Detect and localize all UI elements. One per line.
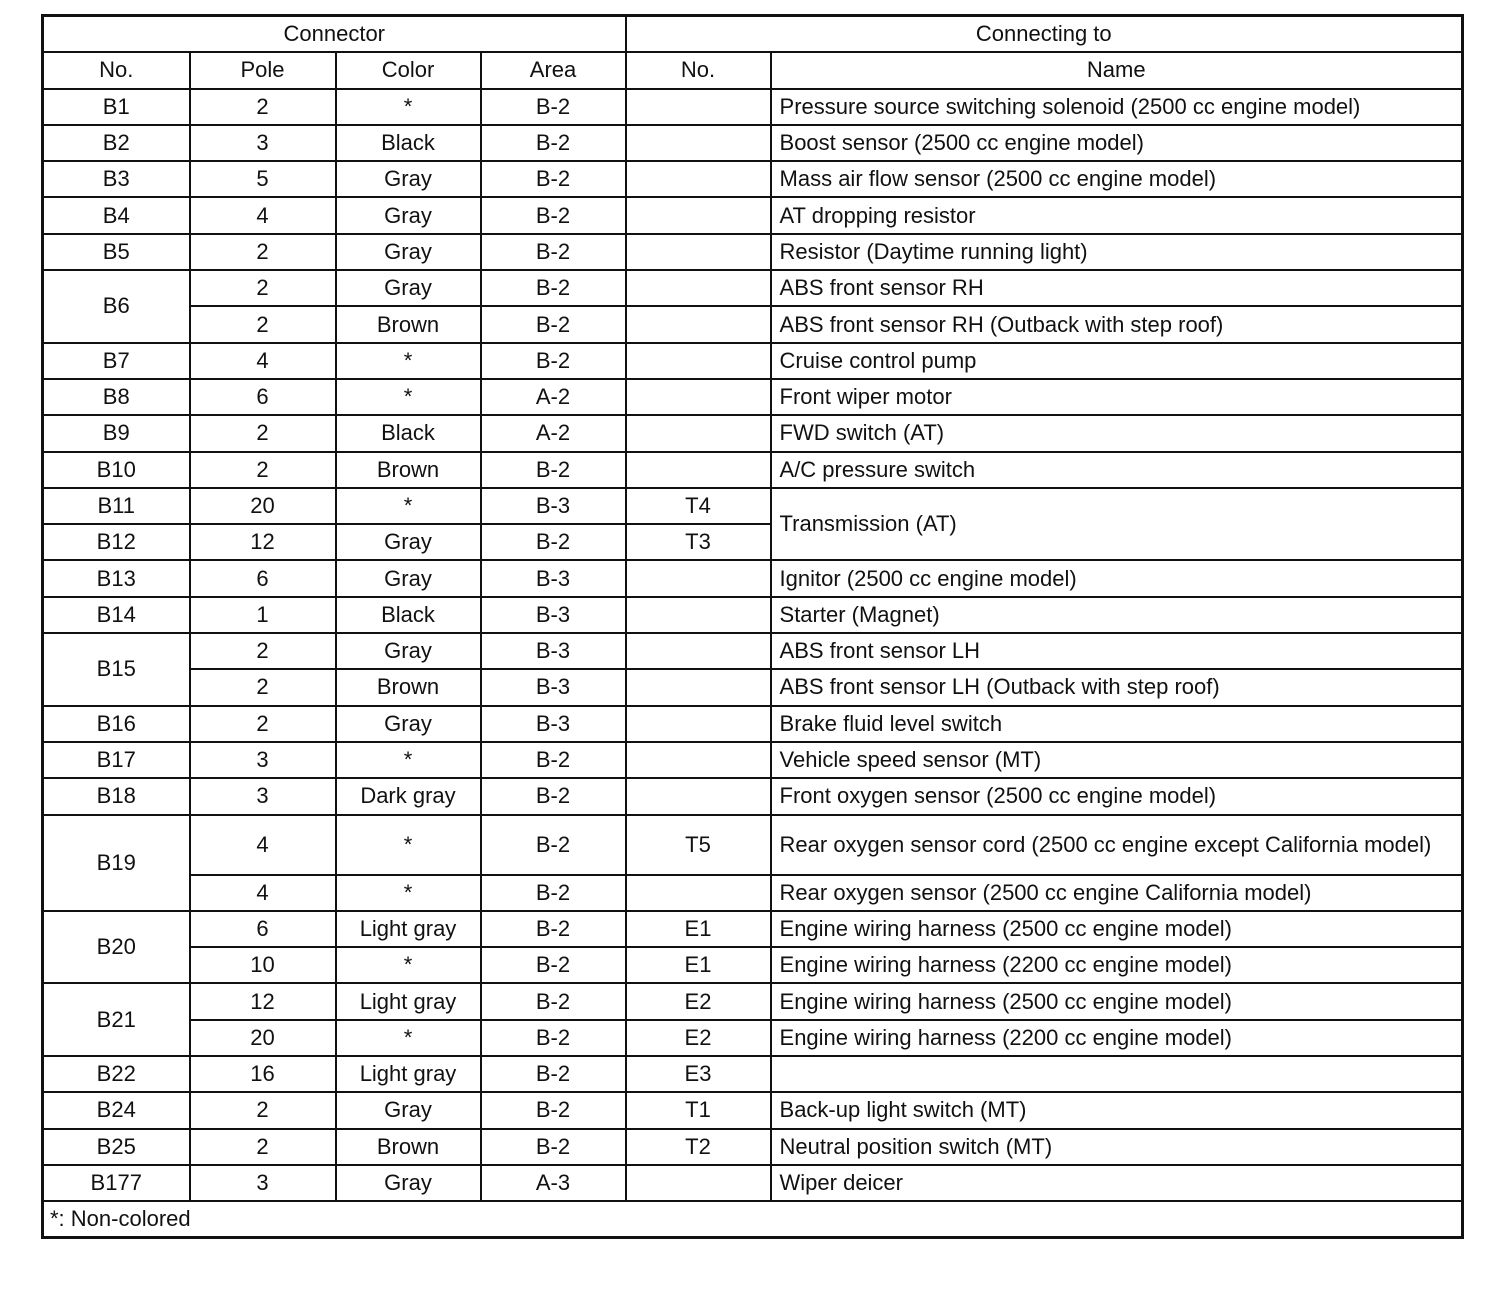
cell-area: B-3 [481,488,626,524]
cell-pole: 2 [190,706,336,742]
table-row [43,947,1463,983]
cell-connector-no: B19 [43,815,190,911]
cell-area: B-2 [481,911,626,947]
cell-pole: 1 [190,597,336,633]
cell-name: Front oxygen sensor (2500 cc engine model) [771,778,1463,814]
table-row [43,488,1463,524]
cell-name: Wiper deicer [771,1165,1463,1201]
cell-connecting-no: T2 [626,1129,771,1165]
table-row [43,911,1463,947]
cell-name: ABS front sensor LH [771,633,1463,669]
table-row [43,560,1463,596]
table-row [43,415,1463,451]
cell-name: FWD switch (AT) [771,415,1463,451]
cell-connecting-no [626,125,771,161]
cell-connecting-no [626,452,771,488]
cell-connecting-no [626,343,771,379]
cell-connector-no: B3 [43,161,190,197]
cell-area: B-3 [481,597,626,633]
cell-connector-no: B21 [43,983,190,1056]
cell-connecting-no [626,161,771,197]
cell-pole: 5 [190,161,336,197]
cell-name: Engine wiring harness (2500 cc engine model) [771,983,1463,1019]
cell-area: B-2 [481,234,626,270]
cell-pole: 2 [190,452,336,488]
cell-connector-no: B16 [43,706,190,742]
connector-table [41,14,1464,1239]
table-row [43,1056,1463,1092]
table-row [43,669,1463,705]
cell-color: Light gray [336,911,481,947]
cell-pole: 4 [190,875,336,911]
table-row [43,89,1463,125]
cell-pole: 4 [190,197,336,233]
cell-name: Mass air flow sensor (2500 cc engine model) [771,161,1463,197]
cell-connector-no: B10 [43,452,190,488]
cell-area: B-2 [481,524,626,560]
header-connector: Connector [43,16,626,53]
cell-color: Gray [336,161,481,197]
cell-name: Front wiper motor [771,379,1463,415]
cell-connector-no: B7 [43,343,190,379]
cell-area: B-2 [481,343,626,379]
cell-area: B-2 [481,815,626,875]
header-pole: Pole [190,52,336,88]
cell-color: * [336,875,481,911]
cell-area: B-2 [481,89,626,125]
cell-connector-no: B17 [43,742,190,778]
table-row [43,1165,1463,1201]
cell-name: Starter (Magnet) [771,597,1463,633]
table-row [43,270,1463,306]
cell-color: * [336,89,481,125]
cell-connector-no: B24 [43,1092,190,1128]
cell-area: B-2 [481,1056,626,1092]
cell-connector-no: B15 [43,633,190,706]
cell-connector-no: B2 [43,125,190,161]
cell-name: Vehicle speed sensor (MT) [771,742,1463,778]
cell-area: B-2 [481,875,626,911]
cell-connecting-no [626,415,771,451]
connector-table-sheet [41,14,1461,1239]
cell-connector-no: B4 [43,197,190,233]
cell-connecting-no [626,875,771,911]
cell-color: Black [336,597,481,633]
cell-color: Gray [336,1092,481,1128]
cell-pole: 2 [190,306,336,342]
cell-name: ABS front sensor LH (Outback with step roof) [771,669,1463,705]
cell-pole: 10 [190,947,336,983]
cell-area: B-2 [481,1020,626,1056]
cell-connecting-no: T4 [626,488,771,524]
table-row [43,706,1463,742]
cell-name: Boost sensor (2500 cc engine model) [771,125,1463,161]
cell-name: Engine wiring harness (2500 cc engine model) [771,911,1463,947]
cell-connecting-no: E2 [626,983,771,1019]
cell-connecting-no [626,270,771,306]
table-row [43,306,1463,342]
cell-connector-no: B1 [43,89,190,125]
table-row [43,1092,1463,1128]
cell-color: Brown [336,1129,481,1165]
cell-name: Resistor (Daytime running light) [771,234,1463,270]
cell-color: Gray [336,234,481,270]
cell-area: B-2 [481,306,626,342]
cell-connecting-no [626,197,771,233]
cell-name: Back-up light switch (MT) [771,1092,1463,1128]
header-row-columns [43,52,1463,88]
cell-connecting-no [626,1165,771,1201]
header-to-no: No. [626,52,771,88]
cell-area: B-2 [481,1092,626,1128]
footnote-row [43,1201,1463,1238]
cell-name: Engine wiring harness (2200 cc engine model) [771,947,1463,983]
cell-connecting-no [626,669,771,705]
cell-color: Gray [336,706,481,742]
cell-connector-no: B5 [43,234,190,270]
cell-connector-no: B18 [43,778,190,814]
cell-area: B-3 [481,560,626,596]
table-row [43,778,1463,814]
cell-connector-no: B13 [43,560,190,596]
cell-connector-no: B22 [43,1056,190,1092]
cell-area: A-2 [481,415,626,451]
table-row [43,815,1463,875]
cell-pole: 16 [190,1056,336,1092]
cell-pole: 3 [190,1165,336,1201]
cell-connecting-no [626,633,771,669]
cell-connecting-no: T1 [626,1092,771,1128]
cell-name: ABS front sensor RH (Outback with step roof) [771,306,1463,342]
cell-connecting-no [626,89,771,125]
cell-pole: 6 [190,560,336,596]
cell-color: Gray [336,560,481,596]
cell-connecting-no [626,742,771,778]
cell-pole: 20 [190,1020,336,1056]
footnote: *: Non-colored [43,1201,1463,1238]
table-row [43,1020,1463,1056]
table-row [43,742,1463,778]
cell-color: Brown [336,452,481,488]
cell-pole: 20 [190,488,336,524]
cell-area: B-2 [481,742,626,778]
cell-connecting-no [626,379,771,415]
cell-pole: 3 [190,125,336,161]
cell-pole: 2 [190,633,336,669]
cell-pole: 12 [190,524,336,560]
table-row [43,1129,1463,1165]
cell-connecting-no [626,778,771,814]
cell-color: Black [336,125,481,161]
header-row-groups [43,16,1463,53]
cell-pole: 2 [190,1129,336,1165]
cell-pole: 3 [190,778,336,814]
cell-name: Ignitor (2500 cc engine model) [771,560,1463,596]
cell-color: Gray [336,1165,481,1201]
header-area: Area [481,52,626,88]
cell-name: Brake fluid level switch [771,706,1463,742]
cell-connector-no: B25 [43,1129,190,1165]
cell-area: B-2 [481,1129,626,1165]
cell-connector-no: B14 [43,597,190,633]
cell-color: Gray [336,633,481,669]
header-color: Color [336,52,481,88]
cell-name: Rear oxygen sensor cord (2500 cc engine except California model) [771,815,1463,875]
cell-area: B-3 [481,706,626,742]
cell-color: Light gray [336,983,481,1019]
cell-color: Black [336,415,481,451]
cell-color: * [336,1020,481,1056]
header-no: No. [43,52,190,88]
cell-color: Light gray [336,1056,481,1092]
table-row [43,983,1463,1019]
header-connecting-to: Connecting to [626,16,1463,53]
cell-pole: 12 [190,983,336,1019]
cell-color: * [336,947,481,983]
cell-pole: 4 [190,343,336,379]
cell-color: * [336,488,481,524]
cell-connecting-no [626,560,771,596]
cell-connecting-no: E2 [626,1020,771,1056]
table-row [43,234,1463,270]
cell-name: A/C pressure switch [771,452,1463,488]
cell-connecting-no: T5 [626,815,771,875]
cell-connecting-no: E1 [626,947,771,983]
cell-connecting-no: T3 [626,524,771,560]
cell-name: ABS front sensor RH [771,270,1463,306]
table-row [43,875,1463,911]
table-row [43,452,1463,488]
cell-color: Gray [336,524,481,560]
cell-connector-no: B11 [43,488,190,524]
cell-pole: 2 [190,669,336,705]
table-row [43,379,1463,415]
cell-area: B-2 [481,983,626,1019]
cell-pole: 6 [190,911,336,947]
cell-name: AT dropping resistor [771,197,1463,233]
cell-name: Engine wiring harness (2200 cc engine model) [771,1020,1463,1056]
cell-connector-no: B6 [43,270,190,343]
cell-color: * [336,742,481,778]
cell-pole: 2 [190,270,336,306]
cell-connecting-no [626,706,771,742]
cell-area: B-2 [481,270,626,306]
cell-area: B-3 [481,633,626,669]
cell-color: Gray [336,197,481,233]
cell-pole: 2 [190,234,336,270]
cell-area: B-2 [481,197,626,233]
cell-name: Cruise control pump [771,343,1463,379]
table-row [43,597,1463,633]
cell-area: B-3 [481,669,626,705]
cell-area: A-2 [481,379,626,415]
cell-area: A-3 [481,1165,626,1201]
cell-area: B-2 [481,778,626,814]
cell-name [771,1056,1463,1092]
cell-color: * [336,379,481,415]
cell-name: Neutral position switch (MT) [771,1129,1463,1165]
cell-area: B-2 [481,125,626,161]
cell-connector-no: B20 [43,911,190,984]
cell-connector-no: B8 [43,379,190,415]
cell-connecting-no [626,234,771,270]
cell-pole: 6 [190,379,336,415]
cell-pole: 3 [190,742,336,778]
table-row [43,161,1463,197]
table-row [43,125,1463,161]
cell-area: B-2 [481,947,626,983]
cell-connector-no: B9 [43,415,190,451]
cell-connecting-no: E3 [626,1056,771,1092]
cell-color: Brown [336,306,481,342]
cell-pole: 4 [190,815,336,875]
cell-pole: 2 [190,415,336,451]
cell-color: Brown [336,669,481,705]
table-row [43,633,1463,669]
cell-connector-no: B177 [43,1165,190,1201]
cell-color: Dark gray [336,778,481,814]
cell-connecting-no [626,306,771,342]
cell-name: Transmission (AT) [771,488,1463,561]
cell-pole: 2 [190,89,336,125]
connector-table-body [43,16,1463,1238]
table-row [43,343,1463,379]
cell-connector-no: B12 [43,524,190,560]
table-row [43,197,1463,233]
cell-color: Gray [336,270,481,306]
cell-connecting-no: E1 [626,911,771,947]
cell-color: * [336,343,481,379]
cell-name: Pressure source switching solenoid (2500 cc engine model) [771,89,1463,125]
cell-area: B-2 [481,161,626,197]
cell-area: B-2 [481,452,626,488]
cell-color: * [336,815,481,875]
cell-name: Rear oxygen sensor (2500 cc engine California model) [771,875,1463,911]
cell-connecting-no [626,597,771,633]
cell-pole: 2 [190,1092,336,1128]
header-name: Name [771,52,1463,88]
